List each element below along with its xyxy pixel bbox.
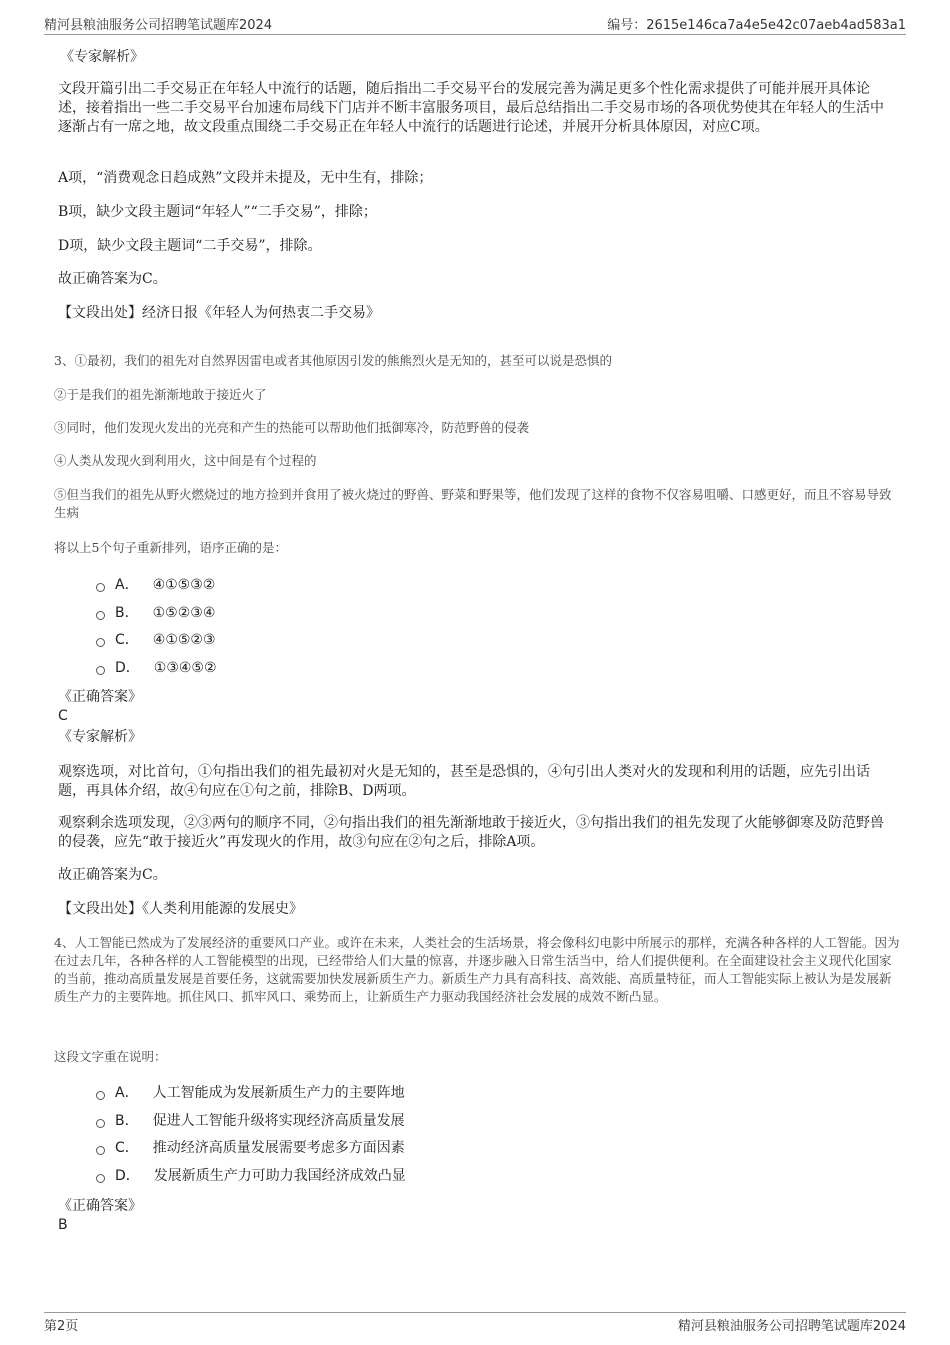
option-letter: A． (115, 577, 139, 593)
question-3-prompt: 将以上5个句子重新排列，语序正确的是： (54, 540, 287, 555)
analysis-label: 《专家解析》 (60, 49, 144, 65)
question-4-option-a[interactable] (96, 1083, 405, 1103)
question-4-option-b[interactable] (96, 1111, 405, 1131)
correct-answer-label: 《正确答案》 (58, 689, 142, 705)
radio-icon[interactable] (96, 583, 105, 592)
analysis-line-a: A项，“消费观念日趋成熟”文段并未提及，无中生有，排除； (58, 170, 433, 186)
correct-answer: B (58, 1217, 68, 1233)
page-number: 第2页 (44, 1319, 79, 1334)
question-3-option-a[interactable] (96, 575, 215, 595)
radio-icon[interactable] (96, 1174, 105, 1183)
option-letter: D． (115, 660, 140, 676)
header-serial: 编号：2615e146ca7a4e5e42c07aeb4ad583a1 (607, 18, 906, 33)
option-text: ①⑤②③④ (152, 605, 216, 621)
option-letter: B． (115, 605, 139, 621)
question-3-option-c[interactable] (96, 630, 216, 650)
option-text: 促进人工智能升级将实现经济高质量发展 (152, 1113, 405, 1129)
option-letter: C． (115, 1140, 139, 1156)
analysis-text: 文段开篇引出二手交易正在年轻人中流行的话题，随后指出二手交易平台的发展完善为满足更多个性化需求提供了可能并展开具体论述，接着指出一些二手交易平台加速布局线下门店并不断丰富服务项目，最后总结指出二手交易市场的各项优势使其在年轻人的生活中逐渐占有一席之地，故文段重点围绕二手交易正在年轻人中流行的话题进行论述，并展开分析具体原因，对应C项。 (58, 81, 884, 135)
question-4-prompt: 这段文字重在说明： (54, 1049, 167, 1064)
question-4-stem: 4、人工智能已然成为了发展经济的重要风口产业。或许在未来，人类社会的生活场景，将会像科幻电影中所展示的那样，充满各种各样的人工智能。因为在过去几年，各种各样的人工智能模型的出现，已经带给人们大量的惊喜，并逐步融入日常生活当中，给人们提供便利。在全面建设社会主义现代化国家的当前，推动高质量发展是首要任务，这就需要加快发展新质生产力。新质生产力具有高科技、高效能、高质量特征，而人工智能实际上被认为是发展新质生产力的主要阵地。抓住风口、抓牢风口、乘势而上，让新质生产力驱动我国经济社会发展的成效不断凸显。 (54, 935, 900, 1004)
analysis-line-b: B项，缺少文段主题词“年轻人”“二手交易”，排除； (58, 204, 377, 220)
passage-source: 【文段出处】经济日报《年轻人为何热衷二手交易》 (58, 305, 380, 321)
radio-icon[interactable] (96, 638, 105, 647)
answer-conclusion: 故正确答案为C。 (58, 271, 167, 287)
answer-conclusion: 故正确答案为C。 (58, 867, 167, 883)
correct-answer: C (58, 708, 68, 724)
option-text: ④①⑤②③ (152, 632, 216, 648)
option-letter: B． (115, 1113, 139, 1129)
option-text: ④①⑤③② (152, 577, 216, 593)
option-text: 发展新质生产力可助力我国经济成效凸显 (153, 1168, 406, 1184)
passage-source: 【文段出处】《人类利用能源的发展史》 (58, 901, 303, 917)
radio-icon[interactable] (96, 1146, 105, 1155)
question-3-option-b[interactable] (96, 603, 215, 623)
analysis-paragraph-2: 观察剩余选项发现，②③两句的顺序不同，②句指出我们的祖先渐渐地敢于接近火，③句指出我们的祖先发现了火能够御寒及防范野兽的侵袭，应先“敢于接近火”再发现火的作用，故③句应在②句之后，排除A项。 (58, 815, 884, 850)
header-title: 精河县粮油服务公司招聘笔试题库2024 (44, 18, 273, 33)
radio-icon[interactable] (96, 611, 105, 620)
analysis-label: 《专家解析》 (58, 729, 142, 745)
option-letter: A． (115, 1085, 139, 1101)
footer-title: 精河县粮油服务公司招聘笔试题库2024 (677, 1319, 906, 1334)
page-footer (44, 1312, 906, 1335)
question-3-sentence-2: ②于是我们的祖先渐渐地敢于接近火了 (54, 387, 267, 402)
question-3-sentence-5: ⑤但当我们的祖先从野火燃烧过的地方捡到并食用了被火烧过的野兽、野菜和野果等，他们发现了这样的食物不仅容易咀嚼、口感更好，而且不容易导致生病 (54, 487, 892, 520)
option-text: 推动经济高质量发展需要考虑多方面因素 (152, 1140, 405, 1156)
radio-icon[interactable] (96, 666, 105, 675)
option-text: ①③④⑤② (153, 660, 217, 676)
question-3-sentence-4: ④人类从发现火到利用火，这中间是有个过程的 (54, 453, 317, 468)
radio-icon[interactable] (96, 1091, 105, 1100)
question-4-option-d[interactable] (96, 1166, 406, 1186)
option-letter: D． (115, 1168, 140, 1184)
correct-answer-label: 《正确答案》 (58, 1198, 142, 1214)
analysis-line-d: D项，缺少文段主题词“二手交易”，排除。 (58, 238, 322, 254)
analysis-paragraph-1: 观察选项，对比首句，①句指出我们的祖先最初对火是无知的，甚至是恐惧的，④句引出人类对火的发现和利用的话题，应先引出话题，再具体介绍，故④句应在①句之前，排除B、D两项。 (58, 764, 870, 799)
question-3-option-d[interactable] (96, 658, 217, 678)
question-3-sentence-3: ③同时，他们发现火发出的光亮和产生的热能可以帮助他们抵御寒冷，防范野兽的侵袭 (54, 420, 530, 435)
question-3-sentence-1: 3、①最初，我们的祖先对自然界因雷电或者其他原因引发的熊熊烈火是无知的，甚至可以说是恐惧的 (54, 353, 612, 368)
radio-icon[interactable] (96, 1119, 105, 1128)
option-letter: C． (115, 632, 139, 648)
option-text: 人工智能成为发展新质生产力的主要阵地 (152, 1085, 405, 1101)
page-header (44, 14, 906, 35)
question-4-option-c[interactable] (96, 1138, 405, 1158)
